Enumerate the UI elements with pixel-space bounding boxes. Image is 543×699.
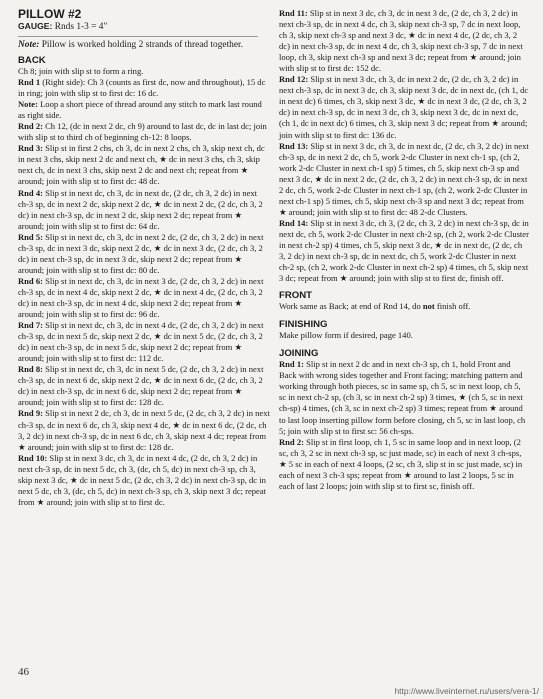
instruction-paragraph (18, 143, 270, 187)
instruction-text: Ch 12, (dc in next 2 dc, ch 9) around to last dc, dc in last dc; join with slip st to third ch of beginning ch-12: 8 loops. (18, 121, 267, 143)
instruction-text: Slip st in next 3 dc, ch 3, (2 dc, ch 3, 2 dc) in next ch-3 sp, dc in next dc, ch 5, work 2-dc Cluster in next ch-2 sp, (ch 2, work 2-dc Cluster in next ch-2 sp) 4 times, ch 5, skip next 3 dc, ★ dc in next dc, (2 dc, ch 3, 2 dc) in next ch-3 sp, dc in next dc, ch 5, work 2-dc Cluster in next ch-2 sp, (ch 2, work 2-dc Cluster in next ch-2 sp) 4 times, ch 5, skip next 3 dc; repeat from ★ around; join with slip st to first dc, finish off. (279, 217, 529, 284)
instruction-paragraph (279, 218, 529, 284)
back-heading: BACK (18, 55, 46, 66)
note-label: Note: (18, 40, 40, 50)
finishing-heading: FINISHING (279, 319, 328, 331)
instruction-text: Slip st in next 3 dc, ch 3, dc in next 4 dc, (2 dc, ch 3, 2 dc) in next ch-3 sp, dc in next 5 dc, ch 3, (dc, ch 5, dc) in next ch-3 sp, ch 3, skip next 3 dc, ★ dc in next 5 dc, (2 dc, ch 3, 2 dc) in next ch-3 sp, dc in next 5 dc, ch 3, (dc, ch 5, dc) in next ch-3 sp, ch 3, skip next 3 dc; repeat from ★ around; join with slip st to first dc. (18, 452, 267, 507)
instruction-paragraph (18, 453, 270, 508)
front-heading: FRONT (279, 290, 313, 302)
gauge-line (18, 21, 270, 33)
instruction-paragraph (279, 74, 529, 140)
round-label: Rnd 2: (279, 436, 304, 447)
instruction-text: Ch 8; join with slip st to form a ring. (18, 66, 144, 76)
instruction-text: Slip st in next 3 dc, ch 3, dc in next 3 dc, (2 dc, ch 3, 2 dc) in next ch-3 sp, dc in next 4 dc, ch 3, skip next ch-3 sp, 7 dc in next loop, ch 3, skip next ch-3 sp and next 3 dc, ★ dc in next 4 dc, (2 dc, ch 3, 2 dc) in next ch-3 sp, dc in next 4 dc, ch 3, skip next ch-3 sp, 7 dc in next loop, ch 3, skip next ch-3 sp and next 3 dc; repeat from ★ around; join with slip st to first dc: 152 dc. (279, 8, 523, 74)
round-label: Rnd 9: (18, 408, 43, 419)
right-column (279, 8, 529, 492)
round-label: Rnd 2: (18, 121, 43, 132)
instruction-paragraph (18, 320, 270, 364)
instruction-paragraph (18, 364, 270, 408)
round-label: Rnd 10: (18, 452, 48, 463)
joining-instructions (279, 359, 529, 492)
instruction-paragraph (18, 408, 270, 452)
instruction-paragraph (279, 8, 529, 74)
instruction-paragraph (18, 188, 270, 232)
round-label: Rnd 14: (279, 217, 309, 228)
round-label: Note: (18, 99, 38, 110)
instruction-paragraph (18, 276, 270, 320)
instruction-paragraph (18, 121, 270, 143)
round-label: Rnd 11: (279, 8, 308, 18)
instruction-paragraph (18, 77, 270, 99)
instruction-text: Slip st in first loop, ch 1, 5 sc in same loop and in next loop, (2 sc, ch 3, 2 sc in next ch-3 sp, sc just made, sc) in each of next 3 ch-sps, ★ 5 sc in each of next 4 loops, (2 sc, ch 3, slip st in sc just made, sc) in each of next 3 ch-3 sps; repeat from ★ around to last 2 loops, 5 sc in each of last 2 loops; join with slip st to first sc, finish off. (279, 436, 523, 491)
instruction-paragraph (279, 437, 529, 492)
back-instructions (18, 66, 270, 508)
instruction-text: Slip st in next dc, ch 3, dc in next dc, (2 dc, ch 3, 2 dc) in next ch-3 sp, dc in next 2 dc, skip next 2 dc, ★ dc in next 2 dc, (2 dc, ch 3, 2 dc) in next ch-3 sp, dc in next 2 dc, skip next 2 dc; repeat from ★ around; join with slip st to first dc: 64 dc. (18, 187, 263, 231)
instruction-text: Slip st in next 2 dc, ch 3, dc in next 5 dc, (2 dc, ch 3, 2 dc) in next ch-3 sp, dc in next 6 dc, ch 3, skip next 4 dc, ★ dc in next 6 dc, (2 dc, ch 3, 2 dc) in next ch-3 sp, dc in next 6 dc, ch 3, skip next 4 dc; repeat from ★ around; join with slip st to first dc: 128 dc. (18, 408, 270, 452)
instruction-text: Slip st in next 3 dc, ch 3, dc in next 2 dc, (2 dc, ch 3, 2 dc) in next ch-3 sp, dc in next 3 dc, ch 3, skip next 3 dc, dc in next dc, (ch 1, dc in next dc) 6 times, ch 3, skip next 3 dc, ★ dc in next 3 dc, (2 dc, ch 3, 2 dc) in next ch-3 sp, dc in next 3 dc, ch 3, skip next 3 dc, dc in next dc, (ch 1, dc in next dc) 6 times, ch 3, skip next 3 dc; repeat from ★ around; join with slip st to first dc: 136 dc. (279, 74, 529, 140)
instruction-paragraph (279, 359, 529, 436)
finishing-text: Make pillow form if desired, page 140. (279, 330, 413, 341)
instruction-text: Slip st in next dc, ch 3, dc in next 2 dc, (2 dc, ch 3, 2 dc) in next ch-3 sp, dc in next 3 dc, skip next 2 dc, ★ dc in next 3 dc, (2 dc, ch 3, 2 dc) in next ch-3 sp, dc in next 3 dc, skip next 2 dc; repeat from ★ around; join with slip st to first dc: 80 dc. (18, 231, 264, 275)
gauge-label: GAUGE: (18, 21, 53, 31)
back-instructions-continued (279, 8, 529, 284)
instruction-text: Slip st in next dc, ch 3, dc in next 3 dc, (2 dc, ch 3, 2 dc) in next ch-3 sp, dc in next 4 dc, skip next 2 dc, ★ dc in next 4 dc, (2 dc, ch 3, 2 dc) in next ch-3 sp, dc in next 4 dc, skip next 2 dc; repeat from ★ around; join with slip st to first dc: 96 dc. (18, 275, 264, 320)
main-note (18, 40, 270, 51)
round-label: Rnd 1: (279, 359, 304, 370)
round-label: Rnd 7: (18, 320, 43, 331)
instruction-paragraph (279, 141, 529, 218)
instruction-paragraph (18, 232, 270, 276)
instruction-text: Slip st in next 3 dc, ch 3, dc in next dc, (2 dc, ch 3, 2 dc) in next ch-3 sp, dc in next 2 dc, ch 5, work 2-dc Cluster in next ch-1 sp, (ch 2, work 2-dc Cluster in next ch-1 sp) 5 times, ch 5, skip next ch-3 sp and next 3 dc, ★ dc in next 2 dc, (2 dc, ch 3, 2 dc) in next ch-3 sp, dc in next 2 dc, ch 5, work 2-dc Cluster in next ch-1 sp, (ch 2, work 2-dc Cluster in next ch-1 sp) 5 times, ch 5, skip next ch-3 sp and next 3 dc; repeat from ★ around; join with slip st to first dc: 48 2-dc Clusters. (279, 140, 529, 217)
instruction-text: (Right side): Ch 3 (counts as first dc, now and throughout), 15 dc in ring; join with slip st to first dc: 16 dc. (18, 77, 266, 99)
instruction-paragraph (18, 66, 270, 77)
round-label: Rnd 8: (18, 364, 43, 375)
watermark-url: http://www.liveinternet.ru/users/vera-1/ (394, 686, 539, 696)
round-label: Rnd 4: (18, 187, 43, 198)
round-label: Rnd 12: (279, 74, 309, 85)
instruction-paragraph (18, 99, 270, 121)
round-label: Rnd 13: (279, 140, 309, 151)
instruction-text: Slip st in next 2 dc and in next ch-3 sp, ch 1, hold Front and Back with wrong sides together and Front facing; matching pattern and working through both pieces, sc in same sp, ch 5, sc in next loop, ch 5, sc in next ch-2 sp, (ch 3, sc in next ch-2 sp) 3 times, ★ (ch 5, sc in next ch-sp) 4 times, (ch 3, sc in next ch-2 sp) 3 times; repeat from ★ around to last loop inserting pillow form before closing, ch 5, sc in last loop, ch 5; join with slip st to first sc: 56 ch-sps. (279, 359, 526, 436)
gauge-text: Rnds 1-3 = 4" (54, 22, 108, 32)
instruction-text: Slip st in next dc, ch 3, dc in next 4 dc, (2 dc, ch 3, 2 dc) in next ch-3 sp, dc in next 5 dc, skip next 2 dc, ★ dc in next 5 dc, (2 dc, ch 3, 2 dc) in next ch-3 sp, dc in next 5 dc, skip next 2 dc; repeat from ★ around; join with slip st to first dc: 112 dc. (18, 320, 264, 364)
page-number: 46 (18, 666, 29, 678)
pattern-title: PILLOW #2 (18, 7, 82, 21)
instruction-text: Slip st in next dc, ch 3, dc in next 5 dc, (2 dc, ch 3, 2 dc) in next ch-3 sp, dc in next 6 dc, skip next 2 dc, ★ dc in next 6 dc, (2 dc, ch 3, 2 dc) in next ch-3 sp, dc in next 6 dc, skip next 2 dc; repeat from ★ around; join with slip st to first dc: 128 dc. (18, 364, 264, 408)
instruction-text: Slip st in first 2 chs, ch 3, dc in next 2 chs, ch 3, skip next ch, dc in next 3 chs, skip next 2 dc and next ch, ★ dc in next 3 chs, ch 3, skip next ch, dc in next 3 chs, skip next 2 dc and next ch; repeat from ★ around; join with slip st to first dc: 48 dc. (18, 143, 265, 187)
note-text: Pillow is worked holding 2 strands of thread together. (41, 40, 243, 50)
round-label: Rnd 3: (18, 143, 43, 154)
instruction-text: Loop a short piece of thread around any stitch to mark last round as right side. (18, 99, 262, 121)
round-label: Rnd 5: (18, 231, 43, 242)
front-text: Work same as Back; at end of Rnd 14, do not finish off. (279, 301, 471, 312)
left-column (18, 8, 270, 508)
joining-heading: JOINING (279, 348, 319, 360)
round-label: Rnd 6: (18, 275, 43, 286)
round-label: Rnd 1 (18, 77, 41, 88)
divider (18, 36, 258, 37)
